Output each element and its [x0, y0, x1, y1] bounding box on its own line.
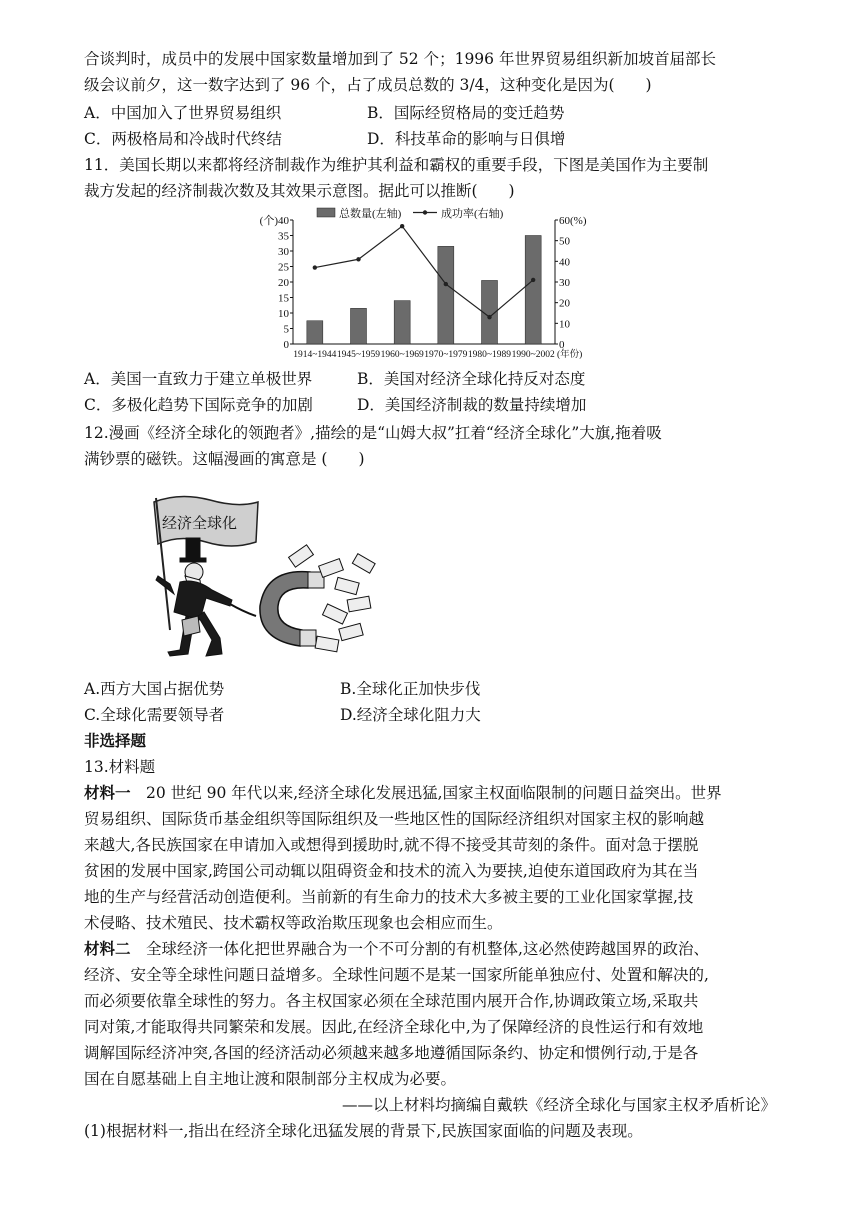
- success-rate-point-1945~1959: [356, 257, 360, 261]
- material2-line2: 经济、安全等全球性问题日益增多。全球性问题不是某一国家所能单独应付、处置和解决的,: [84, 966, 709, 984]
- q10-stem-line1: 合谈判时，成员中的发展中国家数量增加到了 52 个；1996 年世界贸易组织新加坡首届部长: [84, 50, 716, 68]
- q10-option-a[interactable]: A．中国加入了世界贸易组织: [84, 104, 282, 122]
- section-heading: 非选择题: [84, 731, 147, 750]
- material1-line3: 来越大,各民族国家在申请加入或想得到援助时,就不得不接受其苛刻的条件。面对急于摆脱: [84, 836, 699, 854]
- left-tick-label: 15: [278, 292, 289, 305]
- x-axis-unit: (年份): [557, 350, 583, 360]
- left-tick-label: 0: [283, 339, 289, 351]
- legend-line-marker: [423, 210, 427, 214]
- x-tick-label: 1945~1959: [336, 350, 381, 360]
- q11-stem-line1: 11．美国长期以来都将经济制裁作为维护其利益和霸权的重要手段，下图是美国作为主要制: [84, 156, 709, 174]
- right-tick-label: 30: [559, 277, 570, 289]
- left-tick-label: 30: [278, 246, 289, 258]
- bar-1914~1944: [307, 321, 323, 344]
- success-rate-point-1990~2002: [531, 278, 535, 282]
- material-source: ——以上材料均摘编自戴轶《经济全球化与国家主权矛盾析论》: [341, 1096, 776, 1114]
- success-rate-point-1980~1989: [487, 315, 491, 319]
- left-tick-label: 5: [283, 323, 289, 336]
- material1-line4: 贫困的发展中国家,跨国公司动辄以阻碍资金和技术的流入为要挟,迫使东道国政府为其在当: [84, 862, 699, 880]
- q11-option-d[interactable]: D．美国经济制裁的数量持续增加: [357, 396, 587, 414]
- q10-option-d[interactable]: D．科技革命的影响与日俱增: [367, 130, 566, 148]
- right-tick-label: 40: [559, 256, 570, 269]
- material1-line6: 术侵略、技术殖民、技术霸权等政治欺压现象也会相应而生。: [84, 914, 503, 932]
- x-tick-label: 1990~2002: [511, 350, 555, 360]
- q12-stem-line1: 12.漫画《经济全球化的领跑者》,描绘的是“山姆大叔”扛着“经济全球化”大旗,拖着吸: [84, 424, 662, 442]
- magnet: [260, 572, 324, 646]
- q12-stem-line2: 满钞票的磁铁。这幅漫画的寓意是 ( ): [84, 450, 365, 468]
- left-tick-label: 35: [278, 230, 289, 243]
- success-rate-line: [315, 226, 533, 317]
- q11-stem-line2: 裁方发起的经济制裁次数及其效果示意图。据此可以推断( ): [84, 182, 515, 200]
- x-tick-label: 1960~1969: [380, 350, 424, 360]
- x-tick-label: 1914~1944: [293, 350, 337, 360]
- left-tick-label: 25: [278, 261, 289, 274]
- q11-option-a[interactable]: A．美国一直致力于建立单极世界: [84, 370, 313, 388]
- material1-label: 材料一: [84, 783, 131, 802]
- legend-line-label: 成功率(右轴): [441, 208, 504, 220]
- material2-line4: 同对策,才能取得共同繁荣和发展。因此,在经济全球化中,为了保障经济的良性运行和有效地: [84, 1018, 704, 1036]
- q13-subquestion-1: (1)根据材料一,指出在经济全球化迅猛发展的背景下,民族国家面临的问题及表现。: [84, 1122, 643, 1140]
- bar-1960~1969: [394, 301, 410, 344]
- flag-label: 经济全球化: [162, 514, 238, 532]
- success-rate-point-1970~1979: [444, 282, 448, 286]
- q12-option-a[interactable]: A.西方大国占据优势: [84, 680, 225, 698]
- material2-text: 全球经济一体化把世界融合为一个不可分割的有机整体,这必然使跨越国界的政治、: [130, 940, 709, 958]
- bar-1970~1979: [438, 246, 454, 344]
- q11-option-c[interactable]: C．多极化趋势下国际竞争的加剧: [84, 396, 313, 414]
- right-tick-label: 20: [559, 297, 570, 310]
- left-tick-label: (个)40: [259, 215, 289, 227]
- bar-1990~2002: [525, 236, 541, 345]
- success-rate-point-1914~1944: [313, 265, 317, 269]
- q12-option-b[interactable]: B.全球化正加快步伐: [340, 680, 481, 698]
- q13-title: 13.材料题: [84, 758, 156, 776]
- material2-line3: 而必须要依靠全球性的努力。各主权国家必须在全球范围内展开合作,协调政策立场,采取共: [84, 992, 699, 1010]
- q12-option-c[interactable]: C.全球化需要领导者: [84, 706, 225, 724]
- right-tick-label: 50: [559, 235, 570, 248]
- q10-option-c[interactable]: C．两极格局和冷战时代终结: [84, 130, 282, 148]
- material2-line1: [84, 936, 784, 962]
- x-tick-label: 1970~1979: [424, 350, 468, 360]
- uncle-sam-cartoon: [140, 480, 380, 668]
- left-tick-label: 10: [278, 308, 289, 320]
- q10-stem-line2: 级会议前夕，这一数字达到了 96 个，占了成员总数的 3/4，这种变化是因为( ): [84, 76, 652, 94]
- left-tick-label: 20: [278, 277, 289, 289]
- bar-1945~1959: [351, 308, 367, 344]
- right-tick-label: 10: [559, 318, 570, 331]
- q12-option-d[interactable]: D.经济全球化阻力大: [340, 706, 481, 724]
- legend-bar-swatch: [317, 208, 335, 217]
- material2-line5: 调解国际经济冲突,各国的经济活动必须越来越多地遵循国际条约、协定和惯例行动,于是各: [84, 1044, 699, 1062]
- right-tick-label: 0: [559, 339, 565, 351]
- x-tick-label: 1980~1989: [467, 350, 512, 360]
- material1-line2: 贸易组织、国际货币基金组织等国际组织及一些地区性的国际经济组织对国家主权的影响越: [84, 810, 705, 828]
- material2-line6: 国在自愿基础上自主地让渡和限制部分主权成为必要。: [84, 1070, 457, 1088]
- material1-line5: 地的生产与经营活动创造便利。当前新的有生命力的技术大多被主要的工业化国家掌握,技: [84, 888, 694, 906]
- success-rate-point-1960~1969: [400, 224, 404, 228]
- right-tick-label: 60(%): [559, 215, 587, 227]
- q11-option-b[interactable]: B．美国对经济全球化持反对态度: [357, 370, 586, 388]
- material1-text: 20 世纪 90 年代以来,经济全球化发展迅猛,国家主权面临限制的问题日益突出。世界: [130, 784, 722, 802]
- legend-bar-label: 总数量(左轴): [339, 208, 402, 220]
- sanctions-chart: [255, 206, 610, 368]
- material1-line1: [84, 780, 784, 806]
- material2-label: 材料二: [84, 939, 131, 958]
- q10-option-b[interactable]: B．国际经贸格局的变迁趋势: [367, 104, 565, 122]
